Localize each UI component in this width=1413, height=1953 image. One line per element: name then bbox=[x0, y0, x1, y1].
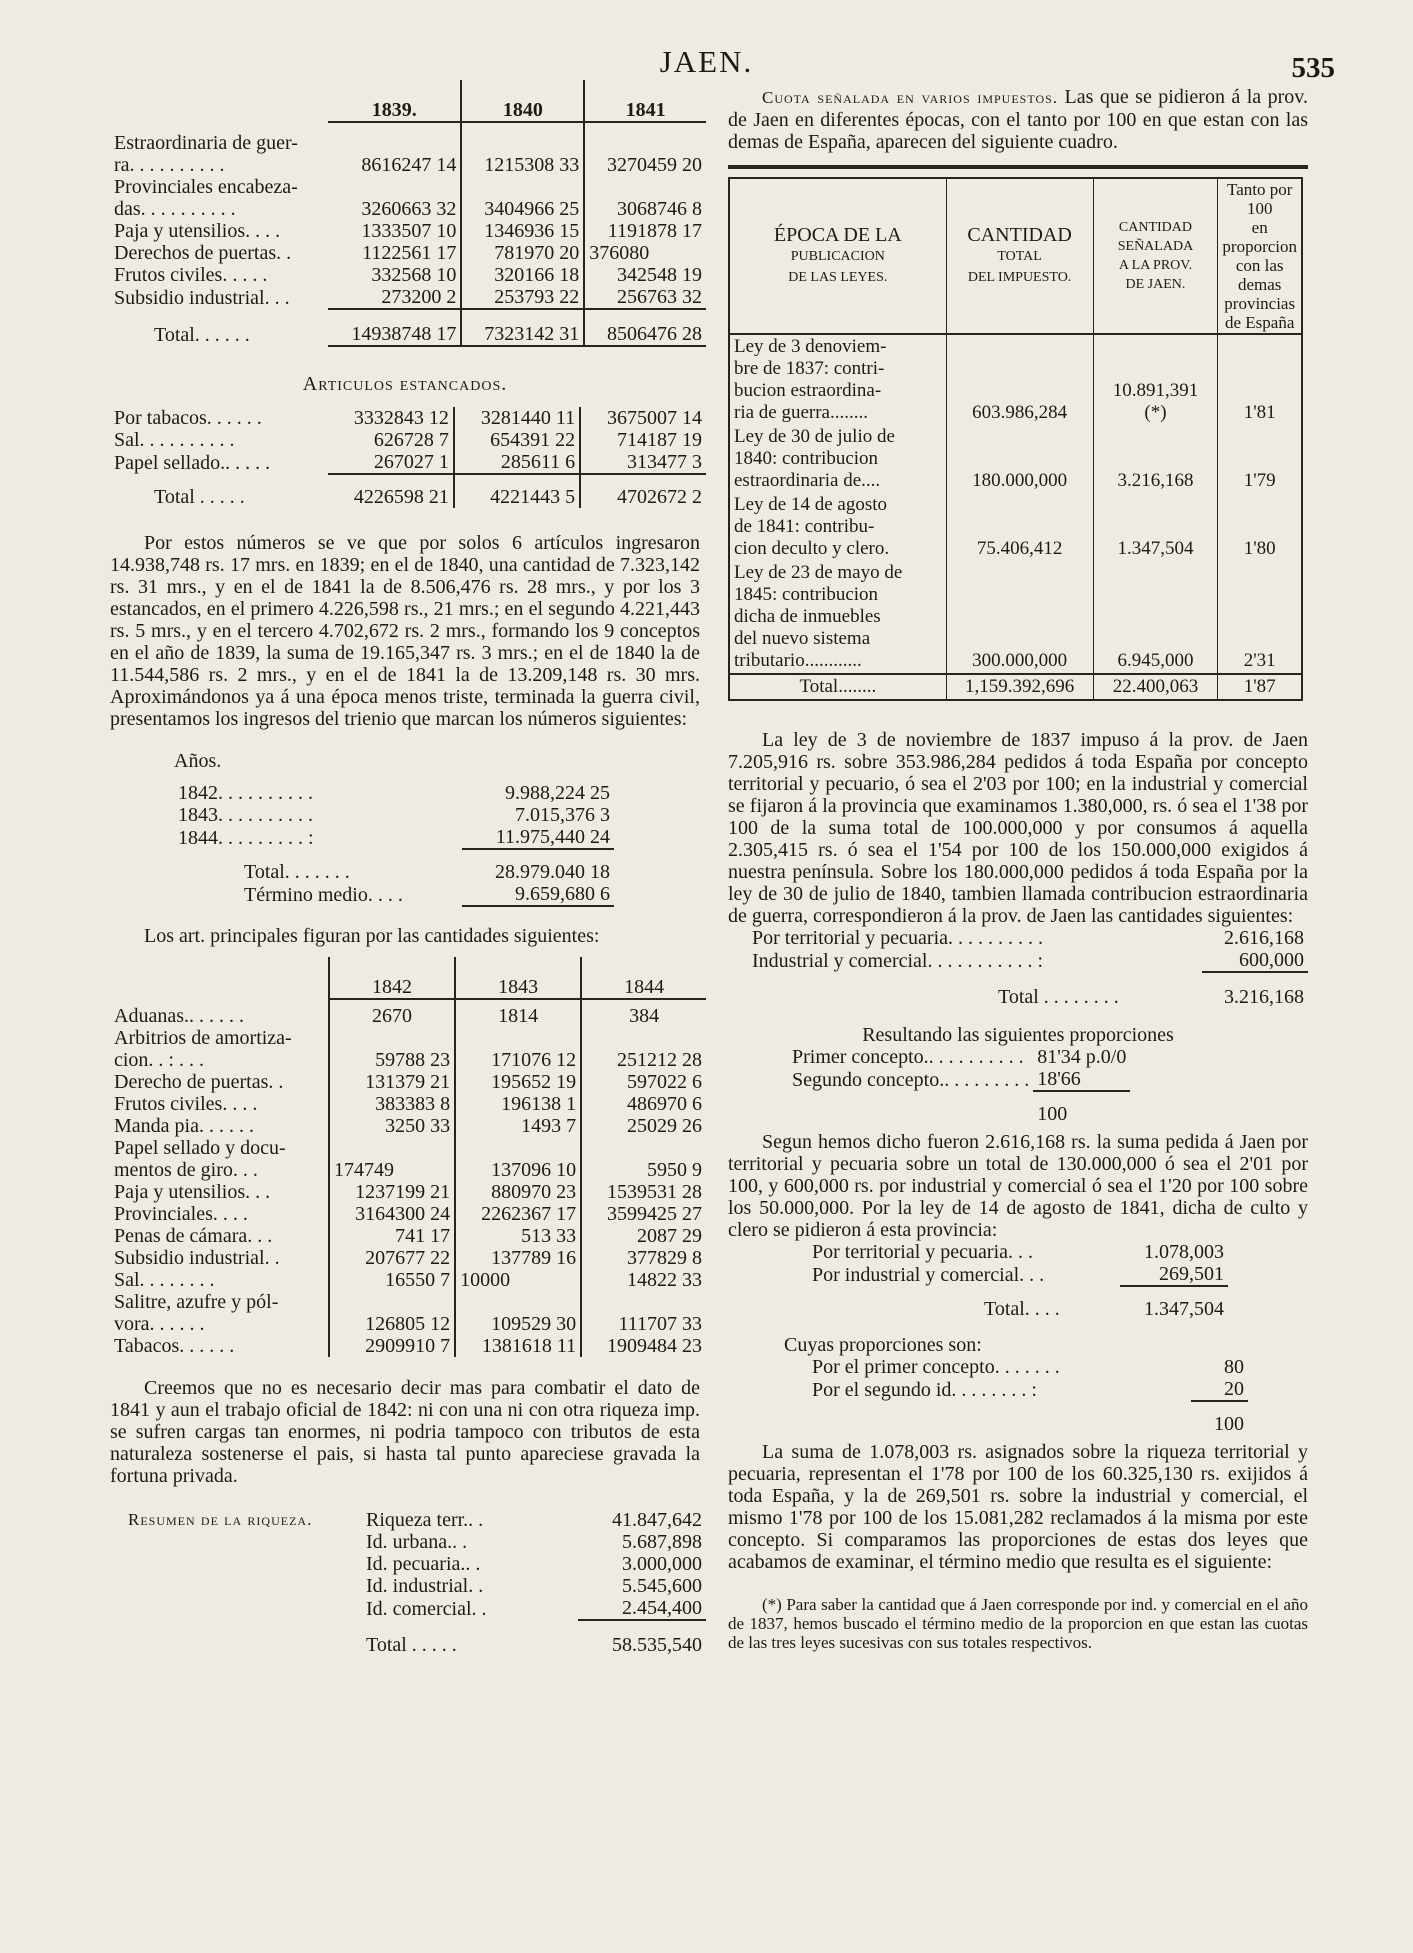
paragraph: Segun hemos dicho fueron 2.616,168 rs. la suma pedida á Jaen por territorial y pecuaria sobre un total de 130.000,000 ó sea el 2'01 por 100, y 600,000 rs. por industrial y comercial ó sea el 1'20 por 100 sobre los 50.000,000. Por la ley de 14 de agosto de 1841, dicha de culto y clero se pidieron á esta provincia: bbox=[728, 1131, 1308, 1241]
proportions-1 bbox=[788, 1046, 1130, 1125]
year-header: 1844 bbox=[581, 957, 706, 999]
table-row: 1844. . . . . . . . . : 11.975,440 24 bbox=[174, 826, 614, 849]
paragraph: La ley de 3 de noviembre de 1837 impuso á la prov. de Jaen 7.205,916 rs. sobre 353.986,284 pedidos á toda España por concepto territorial y pecuario, ó sea el 2'03 por 100; en la industrial y comercial se fijaron á la provincia que examinamos 1.380,000, rs. ó sea el 1'38 por 100 de la suma total de 100.000,000 y por consumos á aquella 2.305,415 rs. ó sea el 1'54 por 100 de los 150.000,000 exigidos á nuestra península. Sobre los 180.000,000 pedidos á toda España por la ley de 30 de julio de 1840, tambien llamada contribucion estraordinaria de guerra, correspondieron á la prov. de Jaen las cantidades siguientes: bbox=[728, 729, 1308, 927]
table-row: Ley de 23 de mayo de 1845: contribucion dicha de inmuebles del nuevo sistema tributario............ 300.000,000 6.945,000 2'31 bbox=[729, 561, 1302, 674]
table-row: vora. . . . . . 126805 12 109529 30 111707 33 bbox=[110, 1313, 706, 1335]
table-row: Ley de 3 denoviem- bre de 1837: contri- bucion estraordina- ria de guerra........ 603.986,284 10.891,391 (*) 1'81 bbox=[729, 334, 1302, 425]
proportions-heading: Resultando las siguientes proporciones bbox=[862, 1024, 1174, 1046]
table-total-row: Total . . . . . 4226598 21 4221443 5 4702672 2 bbox=[110, 486, 706, 508]
table-row: Id. comercial. . 2.454,400 bbox=[110, 1597, 706, 1620]
table-row: Por el segundo id. . . . . . . . : 20 bbox=[808, 1378, 1248, 1401]
row-label-line: Estraordinaria de guer- bbox=[114, 132, 298, 154]
table-row: Derecho de puertas. . 131379 21 195652 19 597022 6 bbox=[110, 1071, 706, 1093]
cuota-table: ÉPOCA DE LA PUBLICACION DE LAS LEYES. CANTIDAD TOTAL DEL IMPUESTO. CANTIDAD SEÑALADA A LA PROV. DE JAEN. Tanto por 100 en proporcion con las demas provincias de España Ley de 3 denoviem- bre de 1837: contri- bucion estraordina- ria de guerra........ 603.986,284 10.891,391 (*) 1'81 Ley de 30 de julio de 1840: contribucion estraordinaria de.... 180.000,000 3.216,168 1'79 Ley de 14 de agosto de 1841: contribu- cion deculto y clero. 75.406,412 1.347,504 1'80 Ley de 23 de mayo de 1845: contribucion dicha de inmuebles del nuevo sistema tributario............ 300.000,000 6.945,000 2'31 Total........ 1,159.392,696 22.400,063 1'87 bbox=[728, 177, 1303, 701]
page-title: JAEN. bbox=[659, 44, 754, 79]
page-number: 535 bbox=[1291, 52, 1335, 84]
table-row: Id. pecuaria.. . 3.000,000 bbox=[366, 1553, 702, 1575]
table-row: Frutos civiles. . . . . 332568 10 320166 18 342548 19 bbox=[110, 264, 706, 286]
table-row: Por territorial y pecuaria. . . . . . . . . . 2.616,168 bbox=[752, 927, 1304, 949]
contribution-list-1840 bbox=[748, 927, 1308, 1008]
table-row: Provinciales. . . . 3164300 24 2262367 17 3599425 27 bbox=[110, 1203, 706, 1225]
table-row: Primer concepto.. . . . . . . . . . 81'34 p.0/0 bbox=[792, 1046, 1127, 1068]
revenue-table-1839-1841 bbox=[110, 80, 706, 347]
table-total-row: 100 bbox=[1214, 1413, 1244, 1435]
table-row: ra. . . . . . . . . . 8616247 14 1215308 33 3270459 20 bbox=[110, 154, 706, 176]
table-row: Paja y utensilios. . . 1237199 21 880970 23 1539531 28 bbox=[110, 1181, 706, 1203]
table-row: Subsidio industrial. . . 273200 2 253793 22 256763 32 bbox=[110, 286, 706, 309]
table-row: Segundo concepto.. . . . . . . . . 18'66 bbox=[788, 1068, 1130, 1091]
table-row: Industrial y comercial. . . . . . . . . . . : 600,000 bbox=[748, 949, 1308, 972]
table-row: Sal. . . . . . . . 16550 7 10000 14822 33 bbox=[110, 1269, 706, 1291]
table-row: Papel sellado.. . . . . 267027 1 285611 6 313477 3 bbox=[110, 451, 706, 474]
table-total-row: Total. . . . . . 14938748 17 7323142 31 8506476 28 bbox=[110, 323, 706, 346]
row-label-line: Arbitrios de amortiza- bbox=[114, 1027, 292, 1049]
anos-block bbox=[110, 750, 700, 907]
table-row: Ley de 14 de agosto de 1841: contribu- cion deculto y clero. 75.406,412 1.347,504 1'80 bbox=[729, 493, 1302, 561]
table-total-row: Total. . . . 1.347,504 bbox=[984, 1298, 1224, 1320]
table-row: 1842. . . . . . . . . . 9.988,224 25 bbox=[178, 782, 610, 804]
table-row: Frutos civiles. . . . 383383 8 196138 1 486970 6 bbox=[110, 1093, 706, 1115]
table-row: Subsidio industrial. . 207677 22 137789 16 377829 8 bbox=[110, 1247, 706, 1269]
table-total-row: Total . . . . . 58.535,540 bbox=[366, 1634, 702, 1656]
row-label-line: Papel sellado y docu- bbox=[114, 1137, 286, 1159]
resumen-riqueza bbox=[110, 1509, 706, 1656]
proportions-heading-2: Cuyas proporciones son: bbox=[784, 1334, 982, 1356]
table-row: 1843. . . . . . . . . . 7.015,376 3 bbox=[178, 804, 610, 826]
table-row: Por el primer concepto. . . . . . . 80 bbox=[812, 1356, 1244, 1378]
double-rule bbox=[728, 165, 1308, 169]
cuota-heading: Cuota señalada en varios impuestos. bbox=[762, 88, 1059, 107]
paragraph: La suma de 1.078,003 rs. asignados sobre la riqueza territorial y pecuaria, representan el 1'78 por 100 de los 60.325,130 rs. exijidos á toda España, y la de 269,501 rs. sobre la industrial y comercial, el mismo 1'78 por 100 de los 15.081,282 reclamados á la misma por este concepto. Si comparamos las proporciones de estas dos leyes que acabamos de examinar, el término medio que resulta es el siguiente: bbox=[728, 1441, 1308, 1573]
table-row: cion. . : . . . 59788 23 171076 12 251212 28 bbox=[110, 1049, 706, 1071]
left-column bbox=[110, 80, 700, 1656]
paragraph: Por estos números se ve que por solos 6 artículos ingresaron 14.938,748 rs. 17 mrs. en 1839; en el de 1840, una cantidad de 7.323,142 rs. 31 mrs., y en el de 1841 la de 8.506,476 rs. 28 mrs., y por los 3 estancados, en el primero 4.226,598 rs., 21 mrs.; en el segundo 4.221,443 rs. 5 mrs., y en el tercero 4.702,672 rs. 2 mrs., formando los 9 conceptos en el año de 1839, la suma de 19.165,347 rs. 3 mrs.; en el de 1840 la de 11.544,586 rs. 2 mrs., y en el de 1841 la de 13.209,148 rs. 30 mrs. Aproximándonos ya á una época menos triste, terminada la guerra civil, presentamos los ingresos del trienio que marcan los números siguientes: bbox=[110, 532, 700, 730]
table-row: das. . . . . . . . . . 3260663 32 3404966 25 3068746 8 bbox=[110, 198, 706, 220]
cuota-intro: Cuota señalada en varios impuestos. Las que se pidieron á la prov. de Jaen en diferentes épocas, con el tanto por 100 en que estan con las demas de España, aparecen del siguiente cuadro. bbox=[728, 86, 1308, 153]
table-row: Derechos de puertas. . 1122561 17 781970 20 376080 bbox=[110, 242, 706, 264]
table-row: Ley de 30 de julio de 1840: contribucion estraordinaria de.... 180.000,000 3.216,168 1'79 bbox=[729, 425, 1302, 493]
table-row: Tabacos. . . . . . 2909910 7 1381618 11 1909484 23 bbox=[110, 1335, 706, 1357]
table-row: Manda pia. . . . . . 3250 33 1493 7 25029 26 bbox=[110, 1115, 706, 1137]
table-total-row: Total........ 1,159.392,696 22.400,063 1'87 bbox=[729, 674, 1302, 700]
table-row: Resumen de la riqueza. Riqueza terr.. . 41.847,642 bbox=[128, 1509, 702, 1531]
principal-articles-table bbox=[110, 957, 706, 1357]
table-total-row: 100 bbox=[1037, 1103, 1068, 1125]
table-row: Id. industrial. . 5.545,600 bbox=[366, 1575, 702, 1597]
table-total-row: Total. . . . . . . 28.979.040 18 bbox=[244, 861, 610, 883]
table-total-row: Término medio. . . . 9.659,680 6 bbox=[174, 883, 614, 906]
table-total-row: Total . . . . . . . . 3.216,168 bbox=[998, 986, 1304, 1008]
right-column bbox=[728, 86, 1308, 1652]
row-label-line: Salitre, azufre y pól- bbox=[114, 1291, 279, 1313]
table-row: Id. urbana.. . 5.687,898 bbox=[366, 1531, 702, 1553]
estancados-table bbox=[110, 407, 706, 508]
table-row: Paja y utensilios. . . . 1333507 10 1346936 15 1191878 17 bbox=[110, 220, 706, 242]
table-row: Por tabacos. . . . . . 3332843 12 3281440 11 3675007 14 bbox=[110, 407, 706, 429]
table-row: Aduanas.. . . . . . 2670 1814 384 bbox=[110, 1005, 706, 1027]
proportions-2 bbox=[808, 1356, 1248, 1435]
year-header: 1840 bbox=[461, 80, 584, 122]
footnote: (*) Para saber la cantidad que á Jaen corresponde por ind. y comercial en el año de 1837, hemos buscado el término medio de la proporcion en que estan las cuotas de las tres leyes sucesivas con sus totales respectivos. bbox=[728, 1595, 1308, 1652]
year-header: 1843 bbox=[455, 957, 581, 999]
anos-heading: Años. bbox=[174, 750, 222, 772]
year-header: 1842 bbox=[329, 957, 455, 999]
table-row: mentos de giro. . . 174749 137096 10 5950 9 bbox=[110, 1159, 706, 1181]
table-row: Por industrial y comercial. . . 269,501 bbox=[808, 1263, 1228, 1286]
table-row: Penas de cámara. . . 741 17 513 33 2087 29 bbox=[110, 1225, 706, 1247]
section-heading: Articulos estancados. bbox=[302, 373, 508, 395]
footnote-marker: (*) bbox=[1144, 402, 1167, 423]
row-label-line: Provinciales encabeza- bbox=[114, 176, 298, 198]
table-row: Por territorial y pecuaria. . . 1.078,003 bbox=[812, 1241, 1224, 1263]
contribution-list-1841 bbox=[808, 1241, 1228, 1320]
year-header: 1839. bbox=[328, 80, 461, 122]
paragraph: Creemos que no es necesario decir mas para combatir el dato de 1841 y aun el trabajo oficial de 1842: ni con una ni con otra riqueza imp. se sufren cargas tan enormes, ni podria tampoco con tributos de esta naturaleza sostenerse el pais, si hasta tal punto apareciese gravada la fortuna privada. bbox=[110, 1377, 700, 1487]
paragraph: Los art. principales figuran por las cantidades siguientes: bbox=[144, 925, 600, 947]
table-row: Sal. . . . . . . . . . 626728 7 654391 22 714187 19 bbox=[110, 429, 706, 451]
year-header: 1841 bbox=[584, 80, 706, 122]
